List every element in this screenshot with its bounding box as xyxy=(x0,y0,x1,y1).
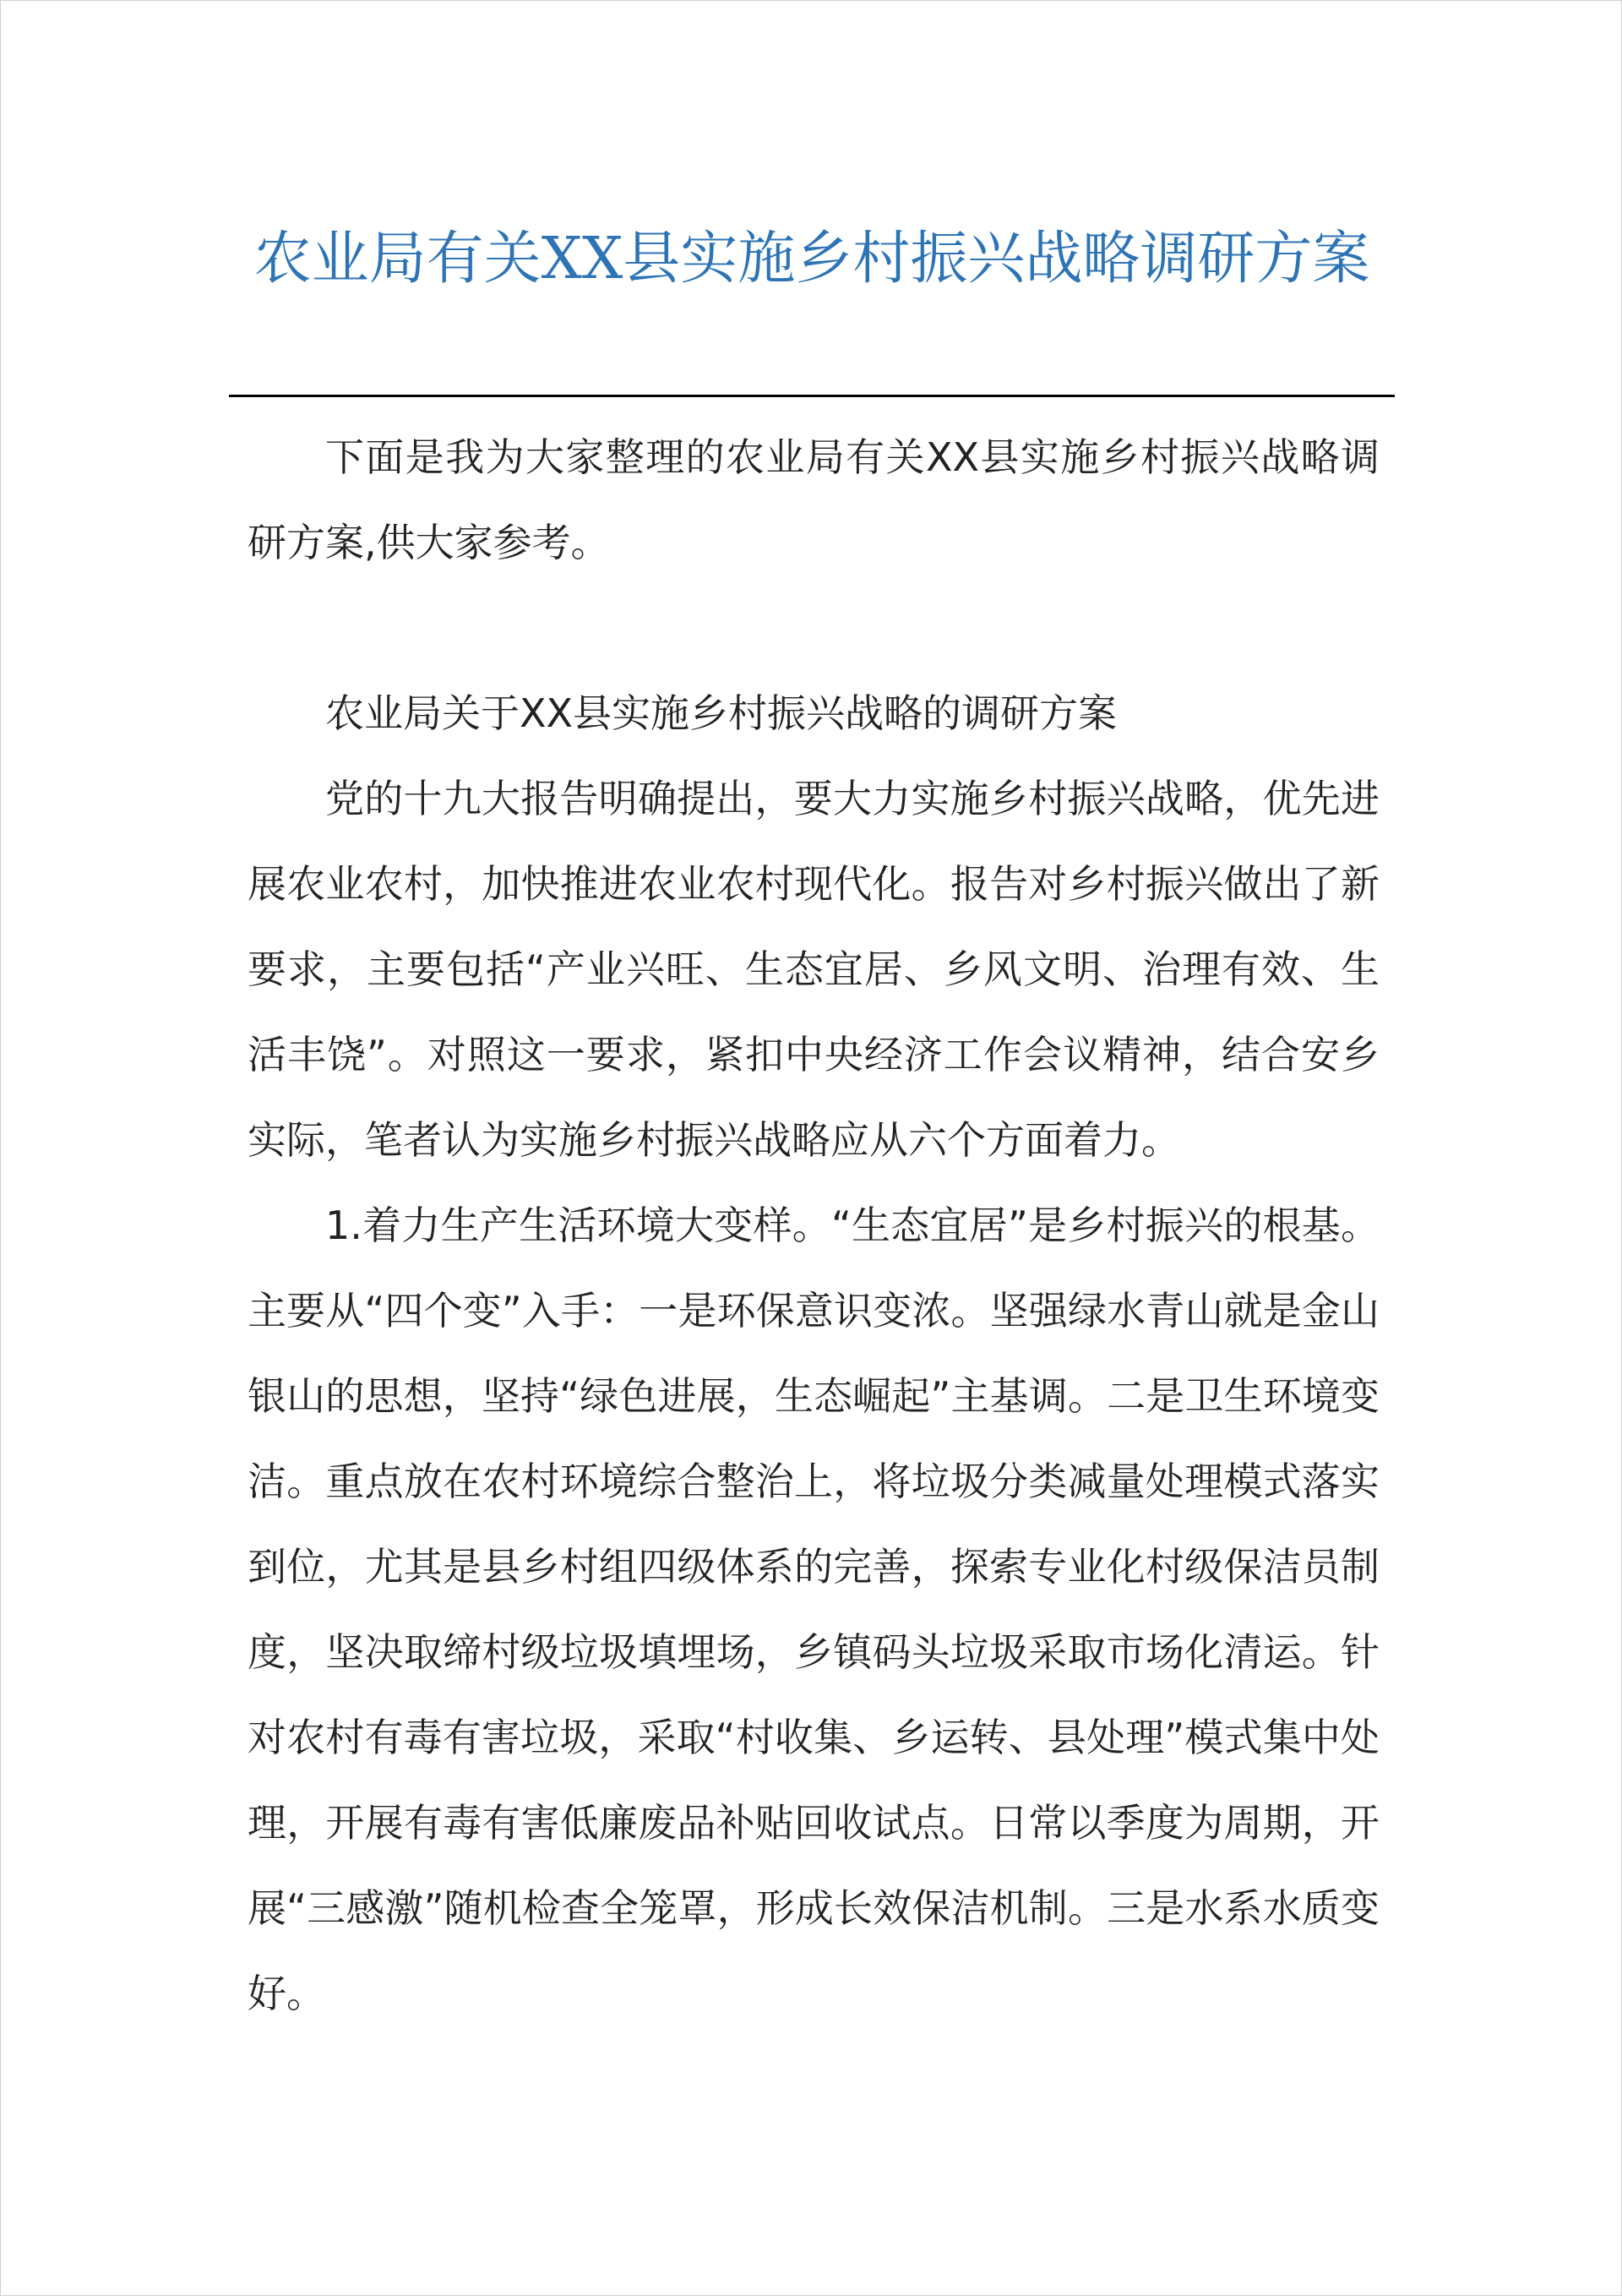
intro-paragraph: 下面是我为大家整理的农业局有关XX县实施乡村振兴战略调研方案,供大家参考。 xyxy=(248,434,1380,565)
section-heading: 农业局关于XX县实施乡村振兴战略的调研方案 xyxy=(325,690,1118,736)
document-body xyxy=(248,415,1380,2037)
title-divider xyxy=(229,395,1395,397)
body-paragraph: 1.着力生产生活环境大变样。“生态宜居”是乡村振兴的根基。主要从“四个变”入手：一是环保意识变浓。坚强绿水青山就是金山银山的思想，坚持“绿色进展，生态崛起”主基调。二是卫生环境变洁。重点放在农村环境综合整治上，将垃圾分类减量处理模式落实到位，尤其是县乡村组四级体系的完善，探索专业化村级保洁员制度，坚决取缔村级垃圾填埋场，乡镇码头垃圾采取市场化清运。针对农村有毒有害垃圾，采取“村收集、乡运转、县处理”模式集中处理，开展有毒有害低廉废品补贴回收试点。日常以季度为周期，开展“三感激”随机检查全笼罩，形成长效保洁机制。三是水系水质变好。 xyxy=(248,1203,1380,2016)
body-paragraph: 党的十九大报告明确提出，要大力实施乡村振兴战略，优先进展农业农村，加快推进农业农村现代化。报告对乡村振兴做出了新要求，主要包括“产业兴旺、生态宜居、乡风文明、治理有效、生活丰饶”。对照这一要求，紧扣中央经济工作会议精神，结合安乡实际，笔者认为实施乡村振兴战略应从六个方面着力。 xyxy=(248,776,1380,1163)
document-title: 农业局有关XX县实施乡村振兴战略调研方案 xyxy=(253,226,1370,292)
